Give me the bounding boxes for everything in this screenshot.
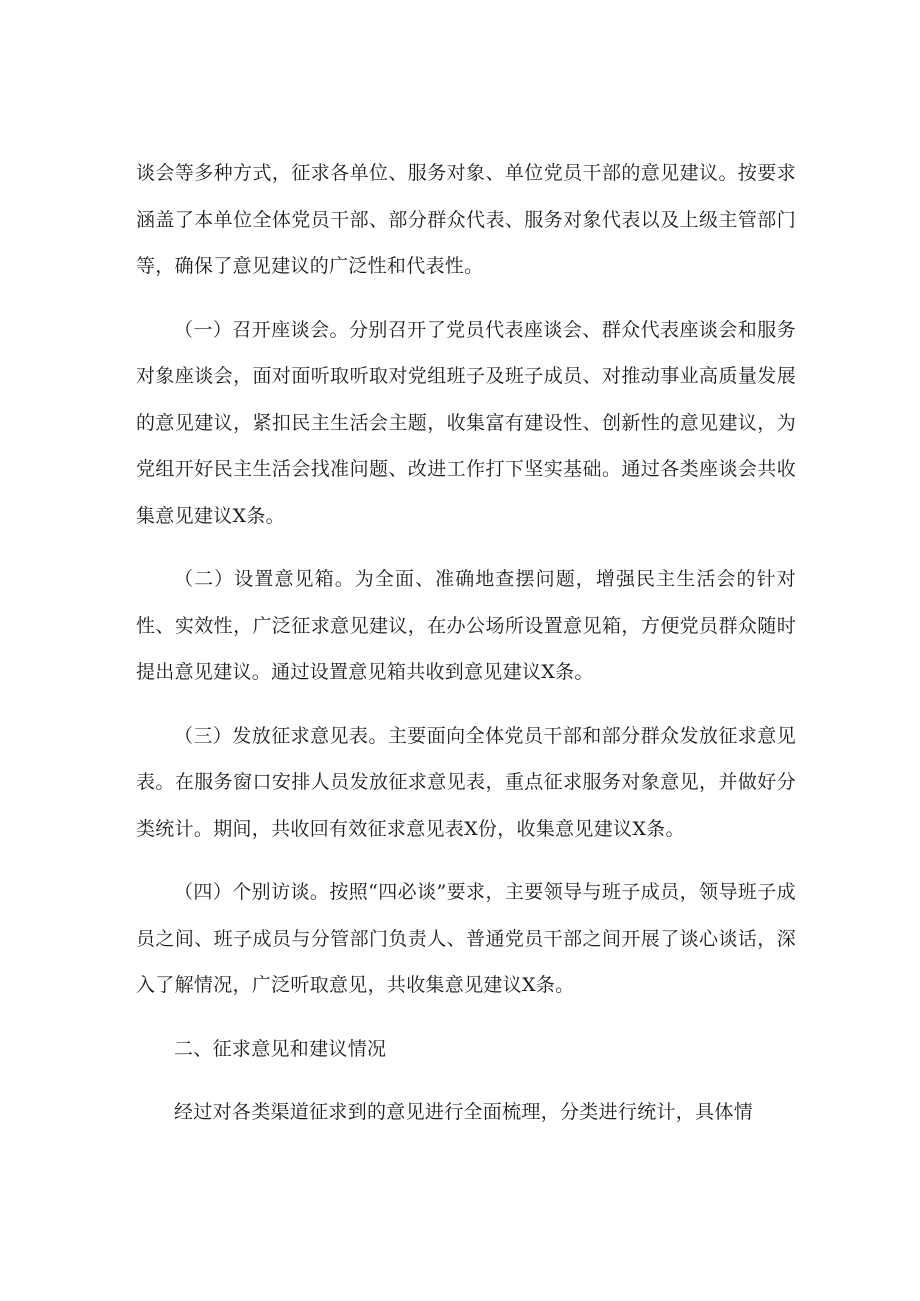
paragraph-individual-interview: （四）个别访谈。按照“四必谈”要求，主要领导与班子成员，领导班子成员之间、班子成员与分管部门负责人、普通党员干部之间开展了谈心谈话，深入了解情况，广泛听取意见，共收集意见建议X条。 xyxy=(136,881,796,996)
paragraph-symposium: （一）召开座谈会。分别召开了党员代表座谈会、群众代表座谈会和服务对象座谈会，面对面听取听取对党组班子及班子成员、对推动事业高质量发展的意见建议，紧扣民主生活会主题，收集富有建设性、创新性的意见建议，为党组开好民主生活会找准问题、改进工作打下坚实基础。通过各类座谈会共收集意见建议X条。 xyxy=(136,318,796,527)
paragraph-suggestion-box: （二）设置意见箱。为全面、准确地查摆问题，增强民主生活会的针对性、实效性，广泛征求意见建议，在办公场所设置意见箱，方便党员群众随时提出意见建议。通过设置意见箱共收到意见建议X条。 xyxy=(136,568,796,683)
paragraph-opinion-form: （三）发放征求意见表。主要面向全体党员干部和部分群众发放征求意见表。在服务窗口安排人员发放征求意见表，重点征求服务对象意见，并做好分类统计。期间，共收回有效征求意见表X份，收集意见建议X条。 xyxy=(136,724,796,840)
paragraph-continuation: 谈会等多种方式，征求各单位、服务对象、单位党员干部的意见建议。按要求涵盖了本单位全体党员干部、部分群众代表、服务对象代表以及上级主管部门等，确保了意见建议的广泛性和代表性。 xyxy=(136,162,796,277)
section-heading: 二、征求意见和建议情况 xyxy=(174,1037,387,1060)
document-body xyxy=(136,150,796,1136)
paragraph-summary: 经过对各类渠道征求到的意见进行全面梳理，分类进行统计，具体情 xyxy=(174,1101,754,1123)
